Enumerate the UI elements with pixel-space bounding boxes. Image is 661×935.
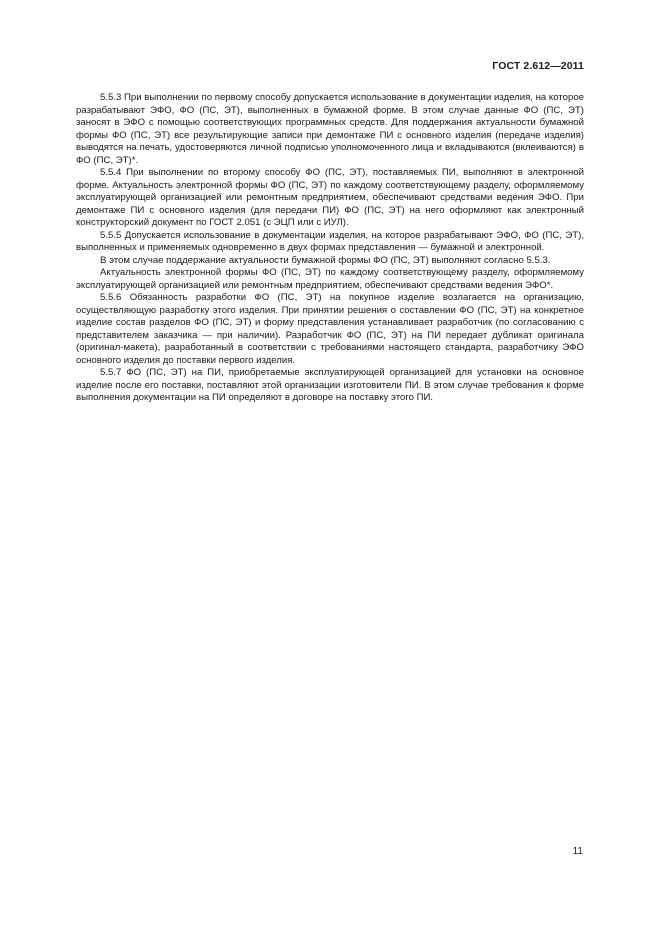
paragraph-5-5-4: 5.5.4 При выполнении по второму способу ФО (ПС, ЭТ), поставляемых ПИ, выполняют в электронной форме. Актуальность электронной формы ФО (ПС, ЭТ) по каждому соответствующему разделу, оформляемому эксплуатирующей организацией или ремонтным предприятием, обеспечивают средствами ведения ЭФО. При демонтаже ПИ с основного изделия (для передачи ПИ) ФО (ПС, ЭТ) на него оформляют как электронный конструкторский документ по ГОСТ 2.051 (с ЭЦП или с ИУЛ).: [76, 167, 584, 228]
paragraph-5-5-7: 5.5.7 ФО (ПС, ЭТ) на ПИ, приобретаемые эксплуатирующей организацией для установки на основное изделие после его поставки, поставляют этой организации изготовители ПИ. В этом случае требования к форме выполнения документации на ПИ определяют в договоре на поставку этого ПИ.: [76, 367, 584, 403]
page-number: 11: [572, 846, 583, 857]
paragraph-5-5-5-paper-form: В этом случае поддержание актуальности бумажной формы ФО (ПС, ЭТ) выполняют согласно 5.5.3.: [100, 254, 551, 266]
document-body: [76, 92, 584, 405]
paragraph-5-5-3: 5.5.3 При выполнении по первому способу допускается использование в документации изделия, на которое разрабатывают ЭФО, ФО (ПС, ЭТ), выполненных в бумажной форме. В этом случае данные ФО (ПС, ЭТ) заносят в ЭФО с помощью соответствующих программных средств. Для поддержания актуальности бумажной формы ФО (ПС, ЭТ) все результирующие записи при демонтаже ПИ с основного изделия (передаче изделия) выводятся на печать, удостоверяются личной подписью уполномоченного лица и вкладываются (вклеиваются) в ФО (ПС, ЭТ)*.: [76, 92, 584, 166]
document-code-header: ГОСТ 2.612—2011: [492, 60, 584, 72]
paragraph-5-5-5: 5.5.5 Допускается использование в документации изделия, на которое разрабатывают ЭФО, ФО (ПС, ЭТ), выполненных и применяемых одновременно в двух формах представления — бумажной и электронной.: [76, 229, 584, 253]
paragraph-5-5-5-electronic-form: Актуальность электронной формы ФО (ПС, ЭТ) по каждому соответствующему разделу, оформляемому эксплуатирующей организацией или ремонтным предприятием, обеспечивают средствами ведения ЭФО*.: [76, 267, 584, 291]
paragraph-5-5-6: 5.5.6 Обязанность разработки ФО (ПС, ЭТ) на покупное изделие возлагается на организацию, осуществляющую разработку этого изделия. При принятии решения о составлении ФО (ПС, ЭТ) на конкретное изделие состав разделов ФО (ПС, ЭТ) и форму представления устанавливает разработчик (по согласованию с представителем заказчика — при наличии). Разработчик ФО (ПС, ЭТ) на ПИ передает дубликат оригинала (оригинал-макета), разработанный в соответствии с требованиями настоящего стандарта, разработчику ЭФО основного изделия до поставки первого изделия.: [76, 292, 584, 366]
